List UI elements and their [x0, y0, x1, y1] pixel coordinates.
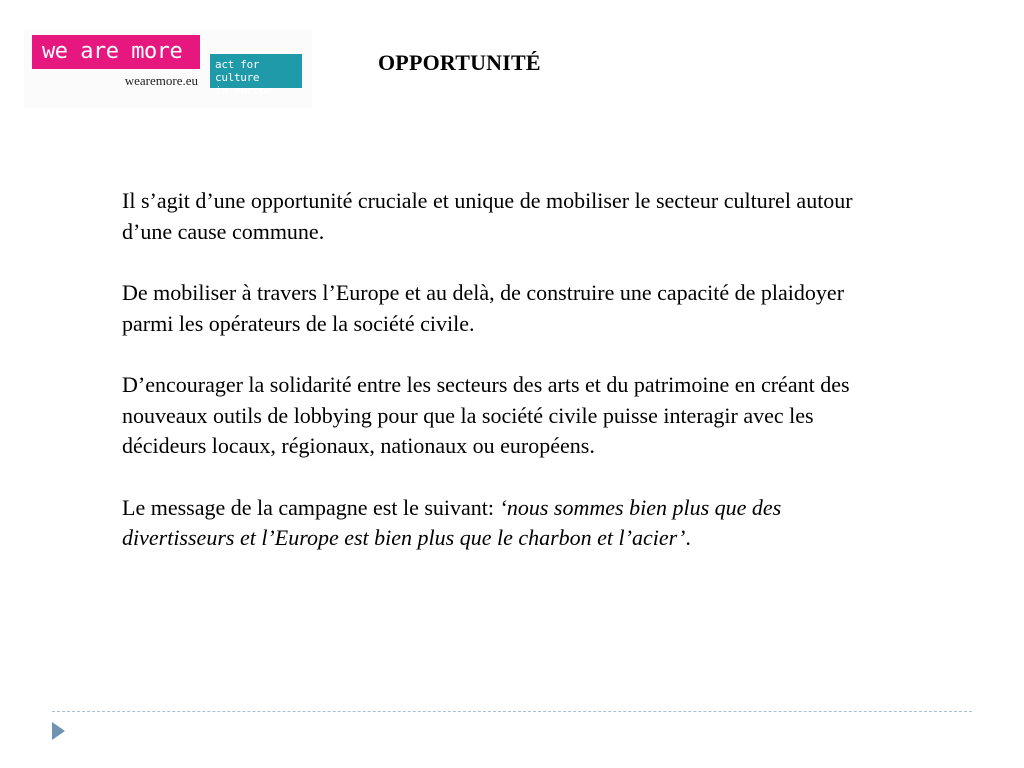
slide-body [122, 186, 892, 585]
logo-tagline-line1: act for culture [215, 58, 260, 84]
play-arrow-icon [52, 722, 65, 740]
paragraph-3: D’encourager la solidarité entre les secteurs des arts et du patrimoine en créant des nouveaux outils de lobbying pour que la société civile puisse interagir avec les décideurs locaux, régionaux, nationaux ou européens. [122, 372, 850, 458]
logo [24, 30, 312, 108]
logo-brand: we are more [32, 35, 200, 69]
footer-divider [52, 711, 972, 712]
campaign-quote: ‘nous sommes bien plus que des divertisseurs et l’Europe est bien plus que le charbon et l’acier’ [122, 494, 782, 550]
paragraph-1: Il s’agit d’une opportunité cruciale et unique de mobiliser le secteur culturel autour d’une cause commune. [122, 188, 853, 244]
slide-title: OPPORTUNITÉ [378, 50, 541, 75]
paragraph-4-intro: Le message de la campagne est le suivant: [122, 494, 500, 520]
logo-tagline-line2: in europe [215, 84, 272, 97]
logo-url: wearemore.eu [124, 73, 198, 88]
logo-tagline [210, 54, 302, 97]
paragraph-4-end: . [685, 525, 691, 550]
paragraph-4 [122, 493, 892, 554]
paragraph-2: De mobiliser à travers l’Europe et au delà, de construire une capacité de plaidoyer parmi les opérateurs de la société civile. [122, 280, 845, 336]
